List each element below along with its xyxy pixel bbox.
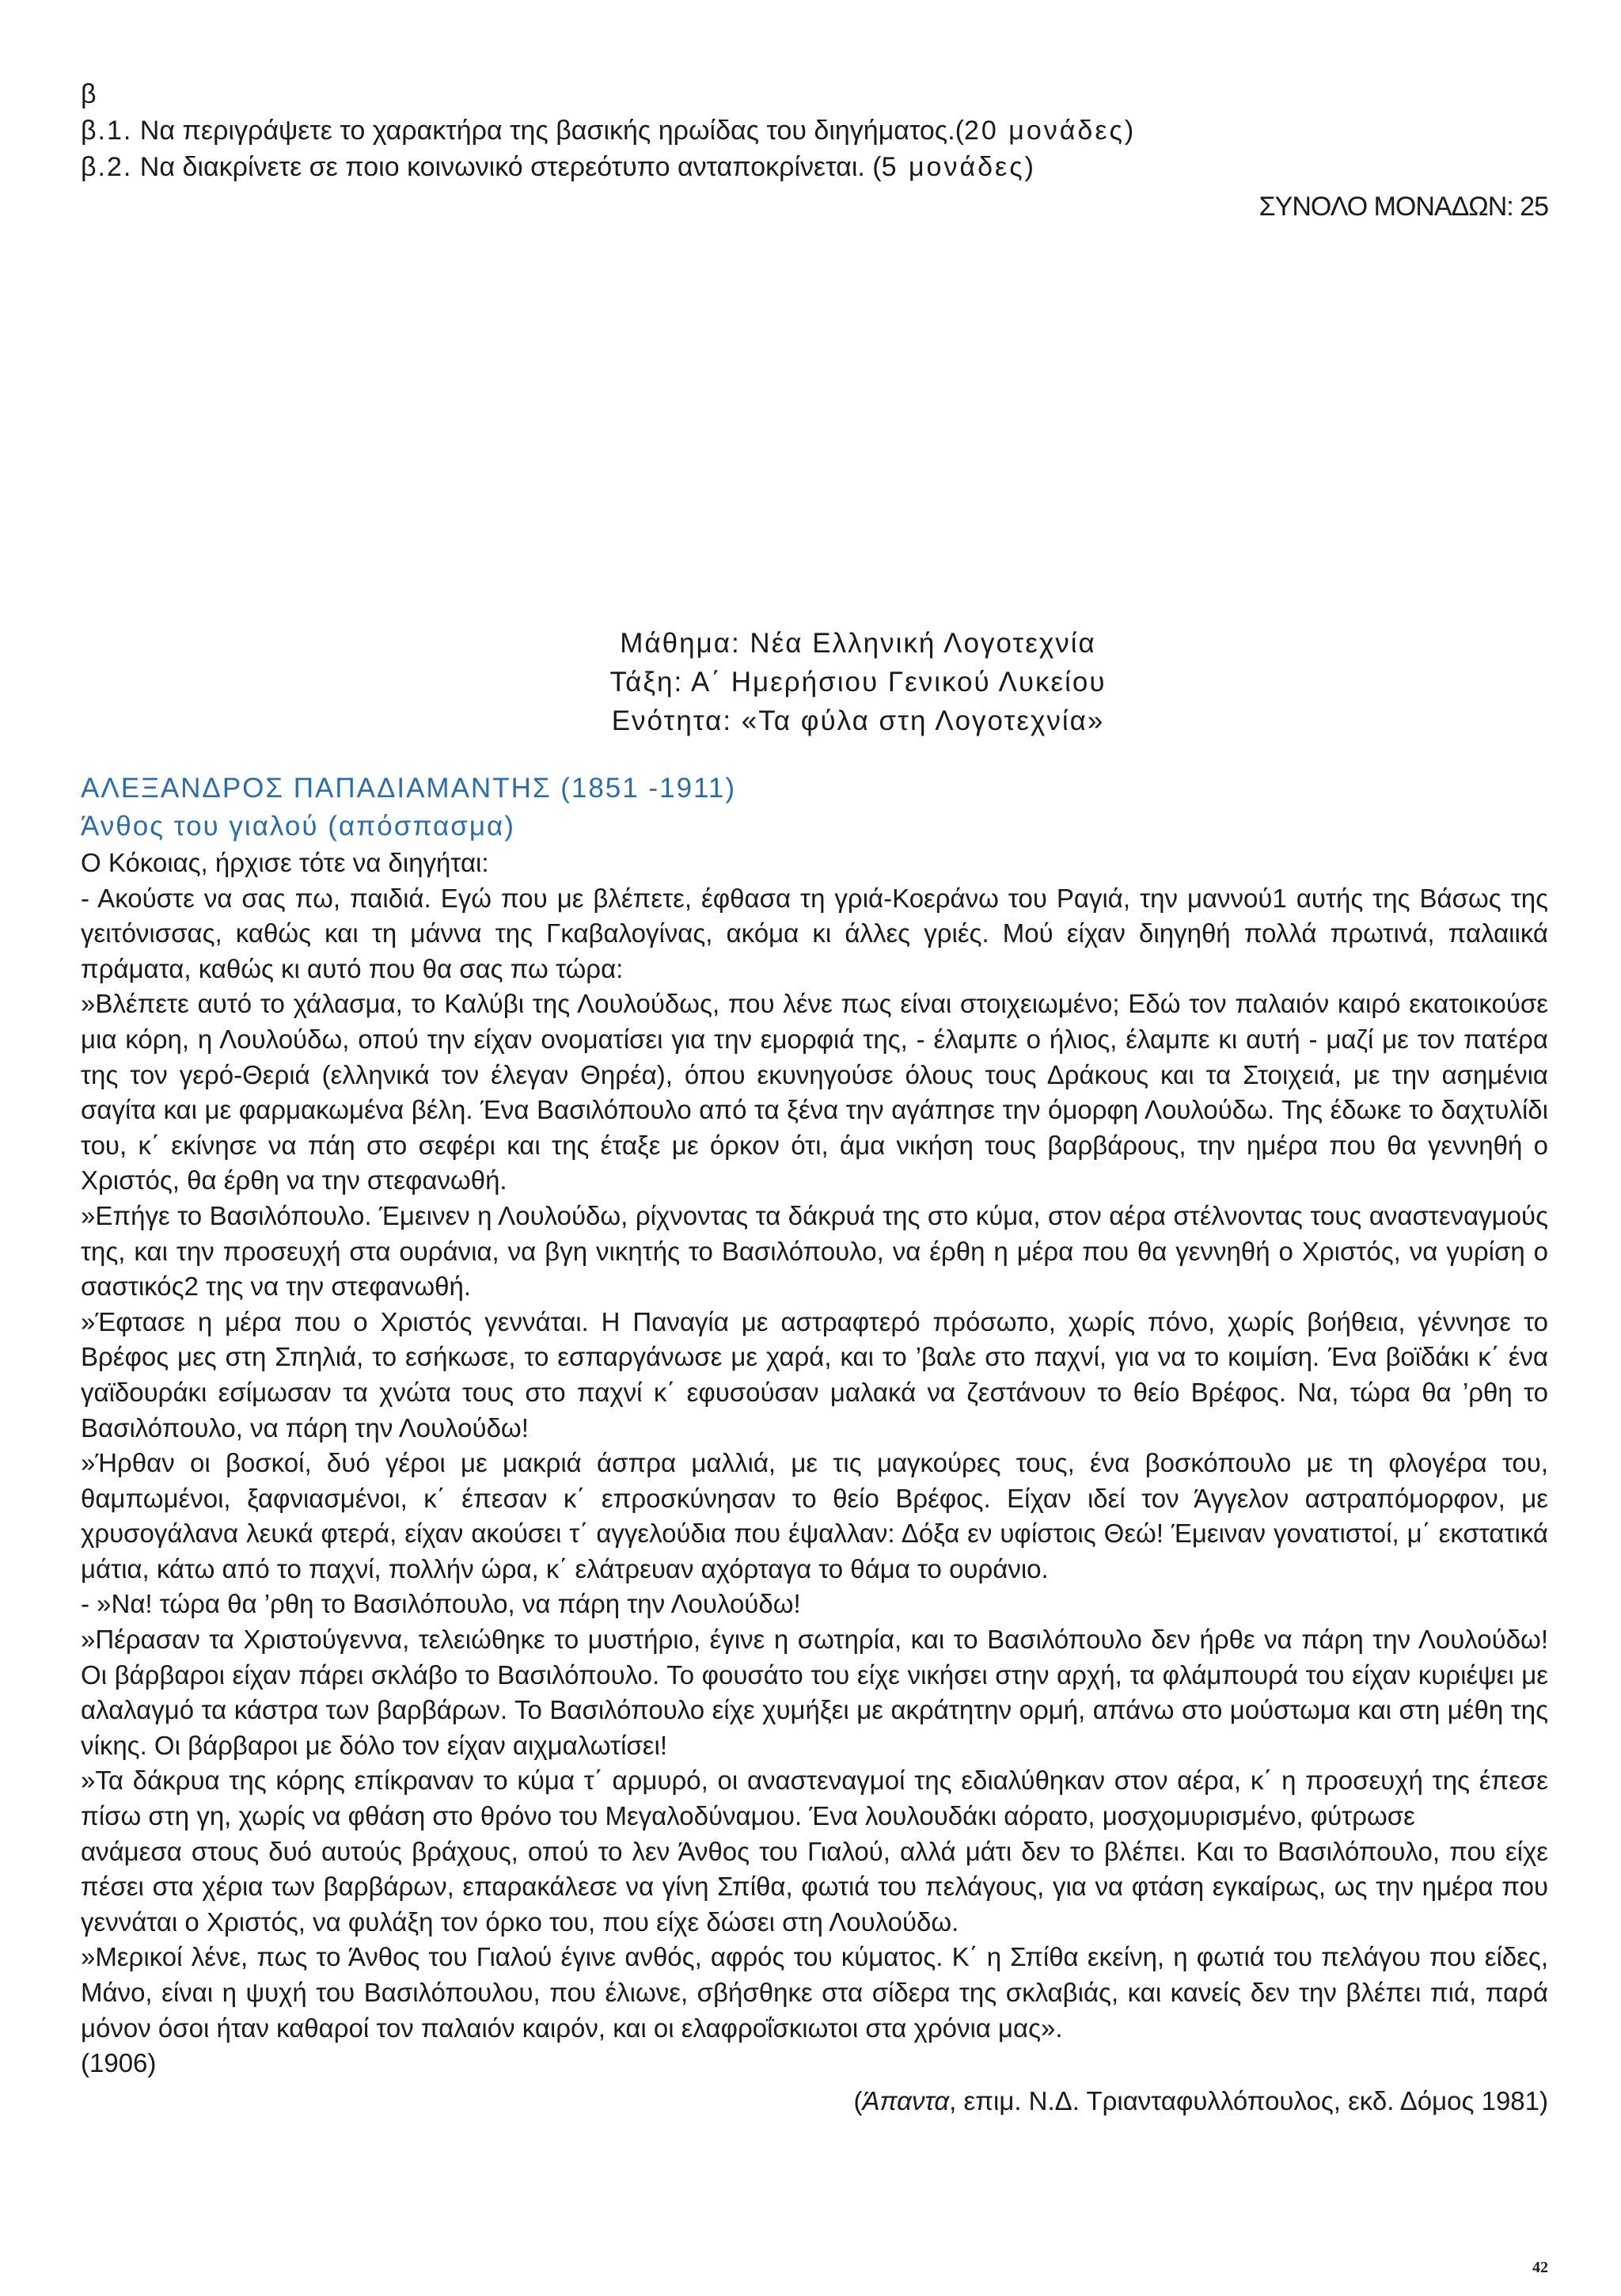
question-b2-number: β.2.	[81, 152, 133, 182]
paragraph: ανάμεσα στους δυό αυτούς βράχους, οπού το λεν Άνθος του Γιαλού, αλλά μάτι δεν το βλέπει. Και το Βασιλόπουλο, που είχε πέσει στα χέρια των βαρβάρων, επαρακάλεσε να γίνη Σπίθα, φωτιά του πελάγους, για να φτάση εγκαίρως, ως την ημέρα που γεννάται ο Χριστός, να φυλάξη τον όρκο του, που είχε δώσει στη Λουλούδω.	[81, 1836, 1548, 1937]
question-b1-close: )	[1124, 116, 1134, 146]
text-heading	[81, 770, 736, 846]
question-b1-number: β.1.	[81, 116, 133, 146]
page	[81, 76, 1548, 2115]
citation	[81, 2083, 1548, 2119]
paragraph: »Βλέπετε αυτό το χάλασμα, το Καλύβι της Λουλούδως, που λένε πως είναι στοιχειωμένο; Εδώ τον παλαιόν καιρό εκατοικούσε μια κόρη, η Λουλούδω, οπού την είχαν ονοματίσει για την εμορφιά της, - έλαμπε ο ήλιος, έλαμπε κι αυτή - μαζί με τον πατέρα της τον γερό-Θεριά (ελληνικά τον έλεγαν Θηρέα), όπου εκυνηγούσε όλους τους Δράκους και τα Στοιχειά, με την ασημένια σαγίτα και με φαρμακωμένα βέλη. Ένα Βασιλόπουλο από τα ξένα την αγάπησε την όμορφη Λουλούδω. Της έδωκε το δαχτυλίδι του, κ΄ εκίνησε να πάη στο σεφέρι και της έταξε με όρκον ότι, άμα νικήση τους βαρβάρους, την ημέρα που θα γεννηθή ο Χριστός, θα έρθη να την στεφανωθή.	[81, 989, 1548, 1196]
paragraph: »Τα δάκρυα της κόρης επίκραναν το κύμα τ΄ αρμυρό, οι αναστεναγμοί της εδιαλύθηκαν στον αέρα, κ΄ η προσευχή της έπεσε πίσω στη γη, χωρίς να φθάση στο θρόνο του Μεγαλοδύναμου. Ένα λουλουδάκι αόρατο, μοσχομυρισμένο, φύτρωσε	[81, 1766, 1548, 1831]
question-heading: β	[81, 79, 97, 109]
lesson-subject: Μάθημα: Νέα Ελληνική Λογοτεχνία	[620, 628, 1096, 659]
question-b1-text: Να περιγράψετε το χαρακτήρα της βασικής ηρωίδας του διηγήματος.(	[132, 116, 964, 146]
paragraph: »Πέρασαν τα Χριστούγεννα, τελειώθηκε το μυστήριο, έγινε η σωτηρία, και το Βασιλόπουλο δεν ήρθε να πάρη την Λουλούδω! Οι βάρβαροι είχαν πάρει σκλάβο το Βασιλόπουλο. Το φουσάτο του είχε νικήσει στην αρχή, τα φλάμπουρά του είχαν κυριέψει με αλαλαγμό τα κάστρα των βαρβάρων. Το Βασιλόπουλο είχε χυμήξει με ακράτητην ορμή, απάνω στο μούστωμα και στη μέθη της νίκης. Οι βάρβαροι με δόλο τον είχαν αιχμαλωτίσει!	[81, 1625, 1548, 1760]
points-total: ΣΥΝΟΛΟ ΜΟΝΑΔΩΝ: 25	[1258, 192, 1548, 222]
author-name: ΑΛΕΞΑΝΔΡΟΣ ΠΑΠΑΔΙΑΜΑΝΤΗΣ (1851 -1911)	[81, 773, 737, 804]
paragraph: Ο Κόκοιας, ήρχισε τότε να διηγήται:	[81, 848, 489, 877]
paragraph: - Ακούστε να σας πω, παιδιά. Εγώ που με βλέπετε, έφθασα τη γριά-Κοεράνω του Ραγιά, την μαννού1 αυτής της Βάσως της γειτόνισσας, καθώς και τη μάννα της Γκαβαλογίνας, ακόμα κι άλλες γριές. Μού είχαν διηγηθή πολλά πρωτινά, παλαιικά πράματα, καθώς κι αυτό που θα σας πω τώρα:	[81, 883, 1548, 983]
citation-work: Άπαντα	[862, 2085, 950, 2115]
question-b2-text: Να διακρίνετε σε ποιο κοινωνικό στερεότυπο ανταποκρίνεται. (	[132, 152, 882, 182]
paragraph-year: (1906)	[81, 2048, 157, 2078]
paragraph: »Ήρθαν οι βοσκοί, δυό γέροι με μακριά άσπρα μαλλιά, με τις μαγκούρες τους, ένα βοσκόπουλο με τη φλογέρα του, θαμπωμένοι, ξαφνιασμένοι, κ΄ έπεσαν κ΄ επροσκύνησαν το θείο Βρέφος. Είχαν ιδεί τον Άγγελον αστραπόμορφον, με χρυσογάλανα λευκά φτερά, είχαν ακούσει τ΄ αγγελούδια που έψαλλαν: Δόξα εν υφίστοις Θεώ! Έμειναν γονατιστοί, μ΄ εκστατικά μάτια, κάτω από το παχνί, πολλήν ώρα, κ΄ ελάτρευαν αχόρταγα το θάμα το ουράνιο.	[81, 1448, 1548, 1583]
text-body	[81, 846, 1548, 2119]
paragraph: »Επήγε το Βασιλόπουλο. Έμεινεν η Λουλούδω, ρίχνοντας τα δάκρυά της στο κύμα, στον αέρα στέλνοντας τους αναστεναγμούς της, και την προσευχή στα ουράνια, να βγη νικητής το Βασιλόπουλο, να έρθη η μέρα που θα γεννηθή ο Χριστός, να γυρίση ο σαστικός2 της να την στεφανωθή.	[81, 1200, 1548, 1302]
work-title: Άνθος του γιαλού (απόσπασμα)	[81, 811, 515, 842]
lesson-class: Τάξη: Α΄ Ημερήσιου Γενικού Λυκείου	[609, 667, 1107, 698]
question-b2-close: )	[1024, 152, 1034, 182]
lesson-header	[81, 624, 1548, 740]
citation-open: (	[853, 2085, 863, 2115]
citation-details: , επιμ. Ν.Δ. Τριανταφυλλόπουλος, εκδ. Δόμος 1981)	[949, 2085, 1548, 2115]
lesson-unit: Ενότητα: «Τα φύλα στη Λογοτεχνία»	[611, 705, 1105, 736]
question-b1	[81, 112, 1548, 149]
paragraph: »Μερικοί λένε, πως το Άνθος του Γιαλού έγινε ανθός, αφρός του κύματος. Κ΄ η Σπίθα εκείνη, η φωτιά του πελάγου που είδες, Μάνο, είναι η ψυχή του Βασιλόπουλου, που έλιωνε, σβήσθηκε στα σίδερα της σκλαβιάς, και κανείς δεν την βλέπει πιά, παρά μόνον όσοι ήταν καθαροί τον παλαιόν καιρόν, και οι ελαφροΐσκιωτοι στα χρόνια μας».	[81, 1942, 1548, 2043]
paragraph: »Έφτασε η μέρα που ο Χριστός γεννάται. Η Παναγία με αστραφτερό πρόσωπο, χωρίς πόνο, χωρίς βοήθεια, γέννησε το Βρέφος μες στη Σπηλιά, το εσήκωσε, το εσπαργάνωσε με χαρά, και το ’βαλε στο παχνί, για να το κοιμίση. Ένα βοϊδάκι κ΄ ένα γαϊδουράκι εσίμωσαν τα χνώτα τους στο παχνί κ΄ εφυσούσαν μαλακά να ζεστάνουν το θείο Βρέφος. Να, τώρα θα ’ρθη το Βασιλόπουλο, να πάρη την Λουλούδω!	[81, 1306, 1548, 1443]
question-b2	[81, 149, 1548, 185]
paragraph: - »Να! τώρα θα ’ρθη το Βασιλόπουλο, να πάρη την Λουλούδω!	[81, 1589, 801, 1619]
question-b2-points: 5 μονάδες	[881, 152, 1025, 182]
question-b1-points: 20 μονάδες	[963, 116, 1125, 146]
page-number: 42	[1532, 2259, 1548, 2276]
